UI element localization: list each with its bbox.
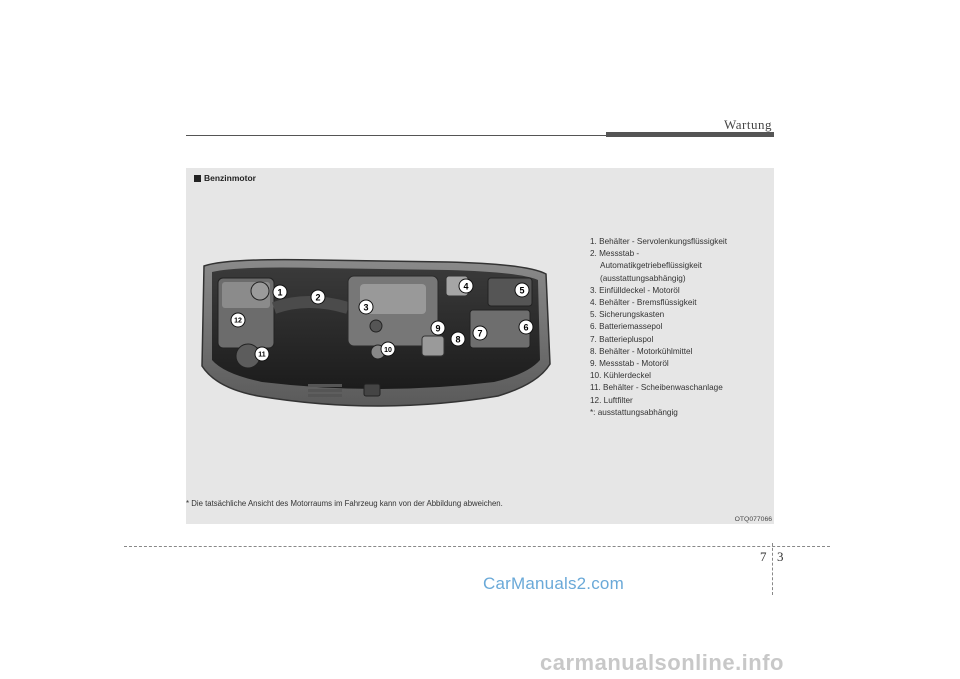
callout-3 [359, 300, 373, 314]
callout-1 [273, 285, 287, 299]
engine-bay-illustration [198, 256, 553, 416]
callout-11 [255, 347, 269, 361]
figure-note: * Die tatsächliche Ansicht des Motorraums im Fahrzeug kann von der Abbildung abweichen. [186, 499, 503, 508]
legend-item: 10. Kühlerdeckel [590, 371, 651, 381]
chapter-number: 7 [760, 549, 767, 564]
legend-item: 12. Luftfilter [590, 395, 633, 405]
header-rule-thin [186, 135, 606, 136]
callout-12 [231, 313, 245, 327]
power-steering-reservoir [251, 282, 269, 300]
page-number: 3 [777, 549, 784, 564]
legend-item [590, 248, 727, 285]
callout-9 [431, 321, 445, 335]
svg-text:11: 11 [258, 351, 266, 359]
svg-text:1: 1 [277, 287, 283, 298]
callout-5 [515, 283, 529, 297]
intake-hose [274, 302, 348, 308]
svg-text:6: 6 [523, 322, 529, 333]
legend-item: 3. Einfülldeckel - Motoröl [590, 285, 680, 295]
figure-heading [194, 173, 256, 183]
callout-7 [473, 326, 487, 340]
legend-item-continuation: (ausstattungsabhängig) [600, 273, 686, 283]
callout-4 [459, 279, 473, 293]
svg-text:9: 9 [435, 323, 441, 334]
figure-heading-text: Benzinmotor [204, 173, 256, 183]
svg-text:8: 8 [455, 334, 461, 345]
legend-item: 9. Messstab - Motoröl [590, 359, 669, 369]
parts-legend [590, 236, 727, 419]
legend-item: 7. Batteriepluspol [590, 334, 654, 344]
legend-item: 5. Sicherungskasten [590, 310, 665, 320]
coolant-reservoir [422, 336, 444, 356]
section-title: Wartung [724, 117, 772, 132]
legend-item: 6. Batteriemassepol [590, 322, 663, 332]
svg-text:10: 10 [384, 347, 392, 354]
footer-dashed-rule [124, 546, 830, 547]
svg-text:12: 12 [234, 317, 242, 325]
watermark-carmanualsonline: carmanualsonline.info [540, 650, 784, 675]
callout-6 [519, 320, 533, 334]
front-grille-vents [308, 384, 342, 397]
svg-text:2: 2 [315, 292, 321, 303]
callout-2 [311, 290, 325, 304]
legend-item: *: ausstattungsabhängig [590, 407, 678, 417]
image-code: OTQ077066 [734, 516, 772, 523]
legend-item-text: 2. Messstab - [590, 249, 640, 259]
legend-item: 1. Behälter - Servolenkungsflüssigkeit [590, 237, 727, 246]
svg-text:7: 7 [477, 328, 483, 339]
legend-item-continuation: Automatikgetriebeflüssigkeit [600, 261, 702, 271]
oil-cap [370, 320, 382, 332]
watermark-carmanuals2-link[interactable]: CarManuals2.com [483, 574, 624, 593]
footer-dashed-divider [772, 543, 773, 595]
callout-8 [451, 332, 465, 346]
legend-item: 4. Behälter - Bremsflüssigkeit [590, 298, 697, 308]
svg-text:5: 5 [519, 285, 525, 296]
svg-text:3: 3 [363, 302, 369, 313]
legend-item: 8. Behälter - Motorkühlmittel [590, 346, 693, 356]
svg-text:4: 4 [463, 281, 469, 292]
legend-item: 11. Behälter - Scheibenwaschanlage [590, 383, 723, 393]
callout-10 [381, 342, 395, 356]
square-bullet-icon [194, 175, 201, 182]
header-rule-thick [606, 132, 774, 137]
hood-latch [364, 384, 380, 396]
figure-panel [186, 168, 774, 524]
